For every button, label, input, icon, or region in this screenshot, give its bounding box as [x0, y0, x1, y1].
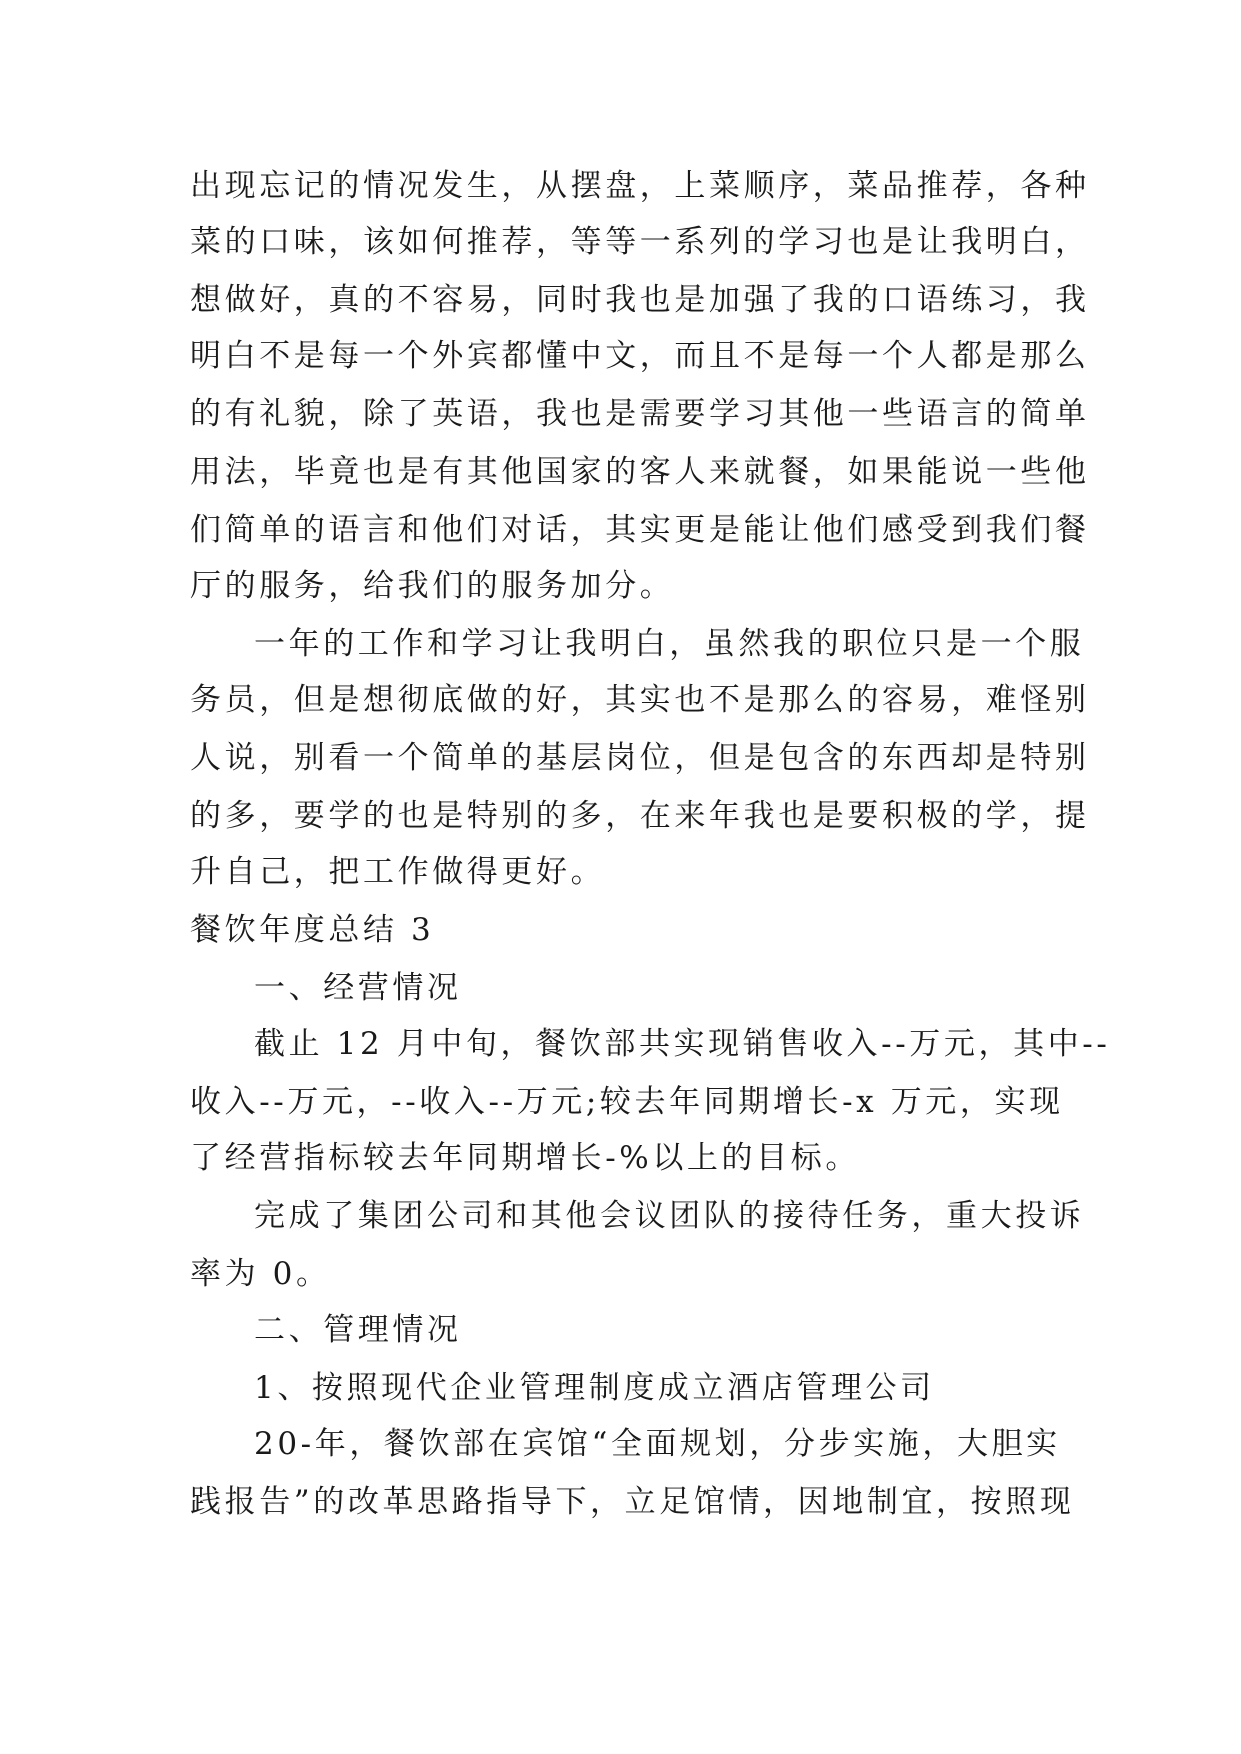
paragraph-line: 践报告”的改革思路指导下，立足馆情，因地制宜，按照现: [190, 1484, 1075, 1520]
paragraph-line: 厅的服务，给我们的服务加分。: [190, 568, 675, 604]
paragraph-line: 出现忘记的情况发生，从摆盘，上菜顺序，菜品推荐，各种: [190, 168, 1090, 204]
paragraph-line: 菜的口味，该如何推荐，等等一系列的学习也是让我明白，: [190, 224, 1090, 260]
paragraph-line: 想做好，真的不容易，同时我也是加强了我的口语练习，我: [190, 282, 1090, 318]
paragraph-line: 完成了集团公司和其他会议团队的接待任务，重大投诉: [254, 1198, 1085, 1234]
paragraph-line: 一年的工作和学习让我明白，虽然我的职位只是一个服: [254, 626, 1085, 662]
heading-line: 二、管理情况: [254, 1312, 462, 1348]
paragraph-line: 明白不是每一个外宾都懂中文，而且不是每一个人都是那么: [190, 338, 1090, 374]
section-title: 餐饮年度总结 3: [190, 912, 435, 948]
paragraph-line: 用法，毕竟也是有其他国家的客人来就餐，如果能说一些他: [190, 454, 1090, 490]
paragraph-line: 务员，但是想彻底做的好，其实也不是那么的容易，难怪别: [190, 682, 1090, 718]
paragraph-line: 截止 12 月中旬，餐饮部共实现销售收入--万元，其中--: [254, 1026, 1111, 1062]
heading-line: 1、按照现代企业管理制度成立酒店管理公司: [254, 1370, 935, 1406]
paragraph-line: 的有礼貌，除了英语，我也是需要学习其他一些语言的简单: [190, 396, 1090, 432]
heading-line: 一、经营情况: [254, 970, 462, 1006]
paragraph-line: 的多，要学的也是特别的多，在来年我也是要积极的学，提: [190, 798, 1090, 834]
paragraph-line: 20-年，餐饮部在宾馆“全面规划，分步实施，大胆实: [254, 1426, 1061, 1462]
paragraph-line: 率为 0。: [190, 1256, 331, 1292]
paragraph-line: 升自己，把工作做得更好。: [190, 854, 606, 890]
paragraph-line: 了经营指标较去年同期增长-%以上的目标。: [190, 1140, 860, 1176]
paragraph-line: 们简单的语言和他们对话，其实更是能让他们感受到我们餐: [190, 512, 1090, 548]
paragraph-line: 人说，别看一个简单的基层岗位，但是包含的东西却是特别: [190, 740, 1090, 776]
paragraph-line: 收入--万元，--收入--万元;较去年同期增长-x 万元，实现: [190, 1084, 1064, 1120]
